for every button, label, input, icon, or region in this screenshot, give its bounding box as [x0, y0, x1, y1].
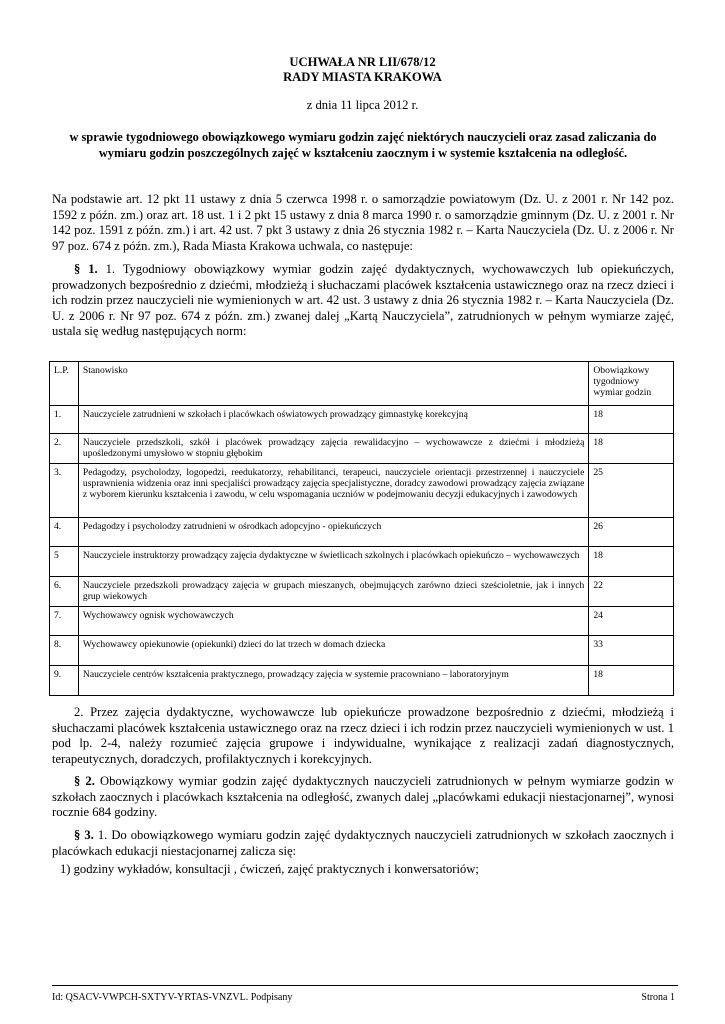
row-position: Nauczyciele przedszkoli, szkół i placówek prowadzący zajęcia rewalidacyjno – wychowawcze z dziećmi i młodzieżą upośledzonymi umysłowo w stopniu głębokim: [78, 434, 588, 464]
row-position: Pedagodzy i psycholodzy zatrudnieni w ośrodkach adopcyjno - opiekuńczych: [78, 518, 588, 547]
row-hours: 18: [589, 547, 674, 577]
row-position: Nauczyciele przedszkoli prowadzący zajęcia w grupach mieszanych, obejmujących zarówno dzieci sześcioletnie, jak i innych grup wiekowych: [78, 577, 588, 607]
row-lp: 2.: [50, 434, 79, 464]
table-row: [50, 666, 674, 696]
row-hours: 18: [589, 406, 674, 434]
row-lp: 4.: [50, 518, 79, 547]
row-hours: 24: [589, 607, 674, 636]
row-position: Wychowawcy ognisk wychowawczych: [78, 607, 588, 636]
section-3-paragraph: [52, 828, 674, 859]
row-hours: 25: [589, 464, 674, 518]
section-3-mark: § 3.: [74, 828, 94, 842]
row-position: Wychowawcy opiekunowie (opiekunki) dzieci do lat trzech w domach dziecka: [78, 636, 588, 666]
section-2-text: Obowiązkowy wymiar godzin zajęć dydaktycznych nauczycieli zatrudnionych w pełnym wymiarze godzin w szkołach zaocznych i placówkach kształcenia na odległość, zwanych dalej „placówkami edukacji niestacjonarnej”, wynosi rocznie 684 godziny.: [52, 774, 674, 819]
row-position: Nauczyciele instruktorzy prowadzący zajęcia dydaktyczne w świetlicach szkolnych i placówkach opiekuńczo – wychowawczych: [78, 547, 588, 577]
row-hours: 18: [589, 666, 674, 696]
section-2-mark: § 2.: [74, 774, 95, 788]
row-position: Pedagodzy, psycholodzy, logopedzi, reedukatorzy, rehabilitanci, terapeuci, nauczyciele orientacji przestrzennej i nauczyciele usprawnienia widzenia oraz inni specjaliści prowadzący zajęcia specjalistyczne, doradcy zawodowi prowadzący zajęcia związane z wyborem kierunku kształcenia i zawodu, w celu wspomagania uczniów w podejmowaniu decyzji edukacyjnych i zawodowych: [78, 464, 588, 518]
table-row: [50, 607, 674, 636]
resolution-subject: w sprawie tygodniowego obowiązkowego wymiaru godzin zajęć niektórych nauczycieli oraz zasad zaliczania do wymiaru godzin poszczególnych zajęć w kształceniu zaocznym i w systemie kształcenia na odległość.: [69, 130, 657, 160]
row-lp: 5: [50, 547, 79, 577]
section-1-mark: § 1.: [74, 262, 98, 276]
footer-divider: [52, 985, 678, 986]
row-hours: 26: [589, 518, 674, 547]
row-lp: 7.: [50, 607, 79, 636]
header-lp: L.P.: [50, 362, 79, 406]
title-line-2: RADY MIASTA KRAKOWA: [283, 70, 442, 84]
table-row: [50, 434, 674, 464]
row-hours: 22: [589, 577, 674, 607]
table-row: [50, 547, 674, 577]
table-row: [50, 464, 674, 518]
table-row: [50, 406, 674, 434]
point-2-paragraph: 2. Przez zajęcia dydaktyczne, wychowawcze lub opiekuńcze prowadzone bezpośrednio z dziećmi, młodzieżą i słuchaczami placówek kształcenia ustawicznego oraz na rzecz dzieci i ich rodzin przez nauczycieli wymienionych w ust. 1 pod lp. 2-4, należy rozumieć zajęcia grupowe i indywidualne, wynikające z realizacji zadań diagnostycznych, terapeutycznych, doradczych, profilaktycznych i korekcyjnych.: [52, 705, 674, 766]
section-1-paragraph: [52, 262, 674, 340]
row-lp: 9.: [50, 666, 79, 696]
row-position: Nauczyciele zatrudnieni w szkołach i placówkach oświatowych prowadzący gimnastykę korekcyjną: [78, 406, 588, 434]
preamble: Na podstawie art. 12 pkt 11 ustawy z dnia 5 czerwca 1998 r. o samorządzie powiatowym (Dz. U. z 2001 r. Nr 142 poz. 1592 z późn. zm.) oraz art. 18 ust. 1 i 2 pkt 15 ustawy z dnia 8 marca 1990 r. o samorządzie gminnym (Dz. U. z 2001 r. Nr 142 poz. 1591 z późn. zm.) i art. 42 ust. 7 pkt 3 ustawy z dnia 26 stycznia 1982 r. – Karta Nauczyciela (Dz. U. z 2006 r. Nr 97 poz. 674 z późn. zm.), Rada Miasta Krakowa uchwala, co następuje:: [52, 192, 674, 253]
table-row: [50, 636, 674, 666]
row-position: Nauczyciele centrów kształcenia praktycznego, prowadzący zajęcia w systemie pracowniano – laboratoryjnym: [78, 666, 588, 696]
row-lp: 6.: [50, 577, 79, 607]
list-item-1: 1) godziny wykładów, konsultacji , ćwiczeń, zajęć praktycznych i konwersatoriów;: [60, 862, 479, 876]
page-number: Strona 1: [641, 992, 675, 1003]
row-hours: 33: [589, 636, 674, 666]
section-3-text: 1. Do obowiązkowego wymiaru godzin zajęć dydaktycznych nauczycieli zatrudnionych w szkołach zaocznych i placówkach edukacji niestacjonarnej zalicza się:: [52, 828, 675, 858]
section-1-text: 1. Tygodniowy obowiązkowy wymiar godzin zajęć dydaktycznych, wychowawczych lub opiekuńczych, prowadzonych bezpośrednio z dziećmi, młodzieżą i słuchaczami placówek kształcenia ustawicznego oraz na rzecz dzieci i ich rodzin przez nauczycieli nie wymienionych w art. 42 ust. 3 ustawy z dnia 26 stycznia 1982 r. – Karta Nauczyciela (Dz. U. z 2006 r. Nr 97 poz. 674 z późn. zm.) zwanej dalej „Kartą Nauczyciela”, zatrudnionych w pełnym wymiarze zajęć, ustala się według następujących norm:: [52, 262, 674, 338]
table-row: [50, 577, 674, 607]
title-line-1: UCHWAŁA NR LII/678/12: [289, 55, 436, 69]
norms-table: [49, 361, 674, 696]
resolution-date: z dnia 11 lipca 2012 r.: [306, 98, 419, 112]
section-2-paragraph: [52, 774, 674, 821]
header-hours: Obowiązkowy tygodniowy wymiar godzin: [589, 362, 674, 406]
row-lp: 3.: [50, 464, 79, 518]
document-id: Id: QSACV-VWPCH-SXTYV-YRTAS-VNZVL. Podpisany: [52, 992, 293, 1003]
resolution-title: [0, 55, 725, 85]
table-header-row: [50, 362, 674, 406]
row-hours: 18: [589, 434, 674, 464]
table-row: [50, 518, 674, 547]
row-lp: 8.: [50, 636, 79, 666]
header-position: Stanowisko: [78, 362, 588, 406]
row-lp: 1.: [50, 406, 79, 434]
